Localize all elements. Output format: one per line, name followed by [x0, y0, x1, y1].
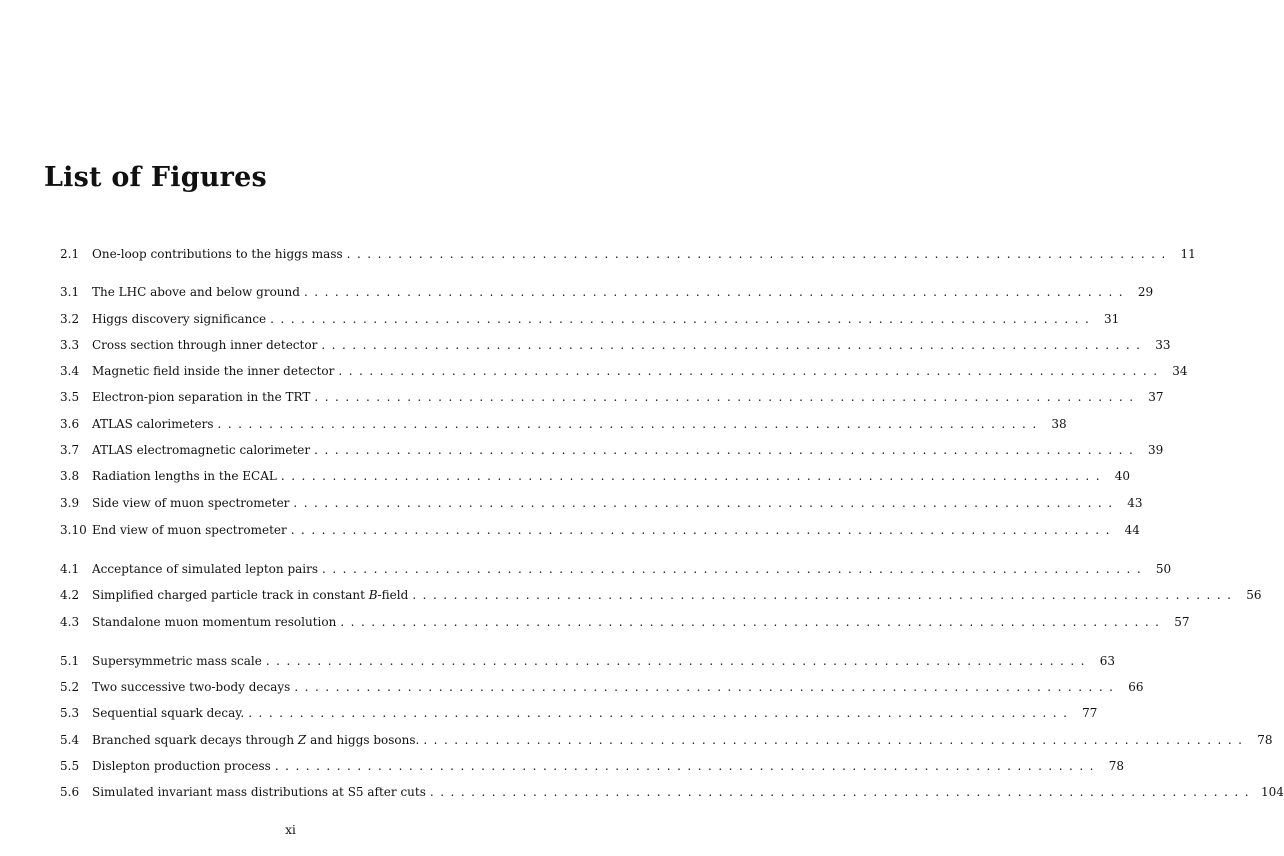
figure-number: 3.1 — [60, 285, 80, 299]
figure-page-number: 78 — [1257, 733, 1273, 747]
figure-number: 5.1 — [60, 654, 80, 668]
dot-leader: ................................................................................ — [321, 338, 1147, 352]
dot-leader: ................................................................................ — [338, 364, 1164, 378]
page-number: xi — [285, 823, 296, 837]
figure-title: ATLAS electromagnetic calorimeter — [92, 443, 311, 457]
figure-number: 3.5 — [60, 390, 80, 404]
figure-entry[interactable] — [60, 442, 1164, 458]
figure-number: 5.5 — [60, 759, 80, 773]
figure-number: 3.3 — [60, 338, 80, 352]
dot-leader: ................................................................................ — [346, 247, 1172, 261]
figure-entry[interactable] — [60, 337, 1171, 353]
figure-title: Electron-pion separation in the TRT — [92, 390, 311, 404]
figure-title — [92, 587, 412, 603]
figure-entry[interactable] — [60, 311, 1120, 327]
dot-leader: ................................................................................ — [314, 390, 1140, 404]
dot-leader: ................................................................................ — [248, 706, 1074, 720]
figure-page-number: 43 — [1127, 496, 1143, 510]
figure-entry[interactable] — [60, 389, 1164, 405]
figure-page-number: 78 — [1108, 759, 1124, 773]
figure-title: Dislepton production process — [92, 759, 271, 773]
figure-page-number: 37 — [1148, 390, 1164, 404]
figure-title: Supersymmetric mass scale — [92, 654, 262, 668]
figure-title: Sequential squark decay. — [92, 706, 245, 720]
dot-leader: ................................................................................ — [429, 785, 1256, 799]
figure-title: Magnetic field inside the inner detector — [92, 364, 335, 378]
figure-title: ATLAS calorimeters — [92, 417, 214, 431]
figure-entry[interactable] — [60, 705, 1098, 721]
figure-entry[interactable] — [60, 522, 1140, 538]
dot-leader: ................................................................................ — [280, 469, 1107, 483]
dot-leader: ................................................................................ — [322, 562, 1148, 576]
figure-entry[interactable] — [60, 561, 1172, 577]
figure-entry[interactable] — [60, 363, 1188, 379]
figure-title-text: and higgs bosons. — [306, 733, 420, 747]
dot-leader: ................................................................................ — [412, 588, 1238, 602]
figure-number: 4.2 — [60, 588, 80, 602]
figure-entry[interactable] — [60, 246, 1196, 262]
figure-page-number: 40 — [1114, 469, 1131, 483]
dot-leader: ................................................................................ — [293, 496, 1119, 510]
dot-leader: ................................................................................ — [294, 680, 1120, 694]
dot-leader: ................................................................................ — [265, 654, 1091, 668]
figure-title: Radiation lengths in the ECAL — [92, 469, 277, 483]
figure-entry[interactable] — [60, 732, 1273, 748]
figure-page-number: 104 — [1261, 785, 1284, 799]
figure-number: 3.4 — [60, 364, 80, 378]
figure-title-text: Branched squark decays through — [92, 733, 298, 747]
figure-page-number: 57 — [1174, 615, 1190, 629]
figure-page-number: 34 — [1172, 364, 1188, 378]
dot-leader: ................................................................................ — [270, 312, 1096, 326]
figure-entry[interactable] — [60, 416, 1067, 432]
dot-leader: ................................................................................ — [303, 285, 1130, 299]
figure-title: Standalone muon momentum resolution — [92, 615, 337, 629]
figure-entry[interactable] — [60, 614, 1190, 630]
figure-number: 3.10 — [60, 523, 87, 537]
figure-number: 5.3 — [60, 706, 80, 720]
figure-number: 4.3 — [60, 615, 80, 629]
dot-leader: ................................................................................ — [423, 733, 1249, 747]
figure-page-number: 39 — [1148, 443, 1164, 457]
figure-page-number: 11 — [1180, 247, 1196, 261]
figure-number: 3.6 — [60, 417, 80, 431]
dot-leader: ................................................................................ — [314, 443, 1140, 457]
figure-page-number: 31 — [1104, 312, 1120, 326]
figure-number: 5.6 — [60, 785, 80, 799]
figure-title: Acceptance of simulated lepton pairs — [92, 562, 319, 576]
figure-number: 3.2 — [60, 312, 80, 326]
figure-title: One-loop contributions to the higgs mass — [92, 247, 343, 261]
dot-leader: ................................................................................ — [274, 759, 1100, 773]
dot-leader: ................................................................................ — [290, 523, 1116, 537]
figure-page-number: 77 — [1082, 706, 1098, 720]
figure-number: 3.9 — [60, 496, 80, 510]
figure-entry[interactable] — [60, 653, 1115, 669]
figure-entry[interactable] — [60, 284, 1154, 300]
figure-title-text: -field — [377, 588, 409, 602]
figure-title: The LHC above and below ground — [92, 285, 300, 299]
dot-leader: ................................................................................ — [340, 615, 1166, 629]
figure-entry[interactable] — [60, 679, 1144, 695]
figure-page-number: 38 — [1051, 417, 1067, 431]
figure-title — [92, 732, 423, 748]
math-symbol: B — [368, 588, 378, 602]
figure-page-number: 50 — [1155, 562, 1172, 576]
figure-number: 3.7 — [60, 443, 80, 457]
figure-page-number: 29 — [1137, 285, 1154, 299]
figure-title: End view of muon spectrometer — [92, 523, 287, 537]
figure-page-number: 66 — [1128, 680, 1144, 694]
figure-page-number: 63 — [1099, 654, 1115, 668]
figure-title: Two successive two-body decays — [92, 680, 291, 694]
figure-number: 4.1 — [60, 562, 80, 576]
math-symbol: Z — [297, 733, 307, 747]
figure-entry[interactable] — [60, 587, 1262, 603]
figure-entry[interactable] — [60, 495, 1143, 511]
page-title: List of Figures — [44, 162, 267, 193]
figure-title: Simulated invariant mass distributions at S5 after cuts — [92, 785, 426, 799]
figure-number: 5.2 — [60, 680, 80, 694]
figure-title: Side view of muon spectrometer — [92, 496, 290, 510]
figure-page-number: 44 — [1124, 523, 1140, 537]
figure-number: 3.8 — [60, 469, 80, 483]
figure-title-text: Simplified charged particle track in constant — [92, 588, 369, 602]
figure-entry[interactable] — [60, 784, 1284, 800]
figure-entry[interactable] — [60, 468, 1131, 484]
figure-entry[interactable] — [60, 758, 1124, 774]
figure-title: Higgs discovery significance — [92, 312, 267, 326]
figure-number: 2.1 — [60, 247, 80, 261]
figure-number: 5.4 — [60, 733, 80, 747]
figure-title: Cross section through inner detector — [92, 338, 318, 352]
figure-page-number: 33 — [1155, 338, 1171, 352]
dot-leader: ................................................................................ — [217, 417, 1043, 431]
figure-page-number: 56 — [1246, 588, 1262, 602]
